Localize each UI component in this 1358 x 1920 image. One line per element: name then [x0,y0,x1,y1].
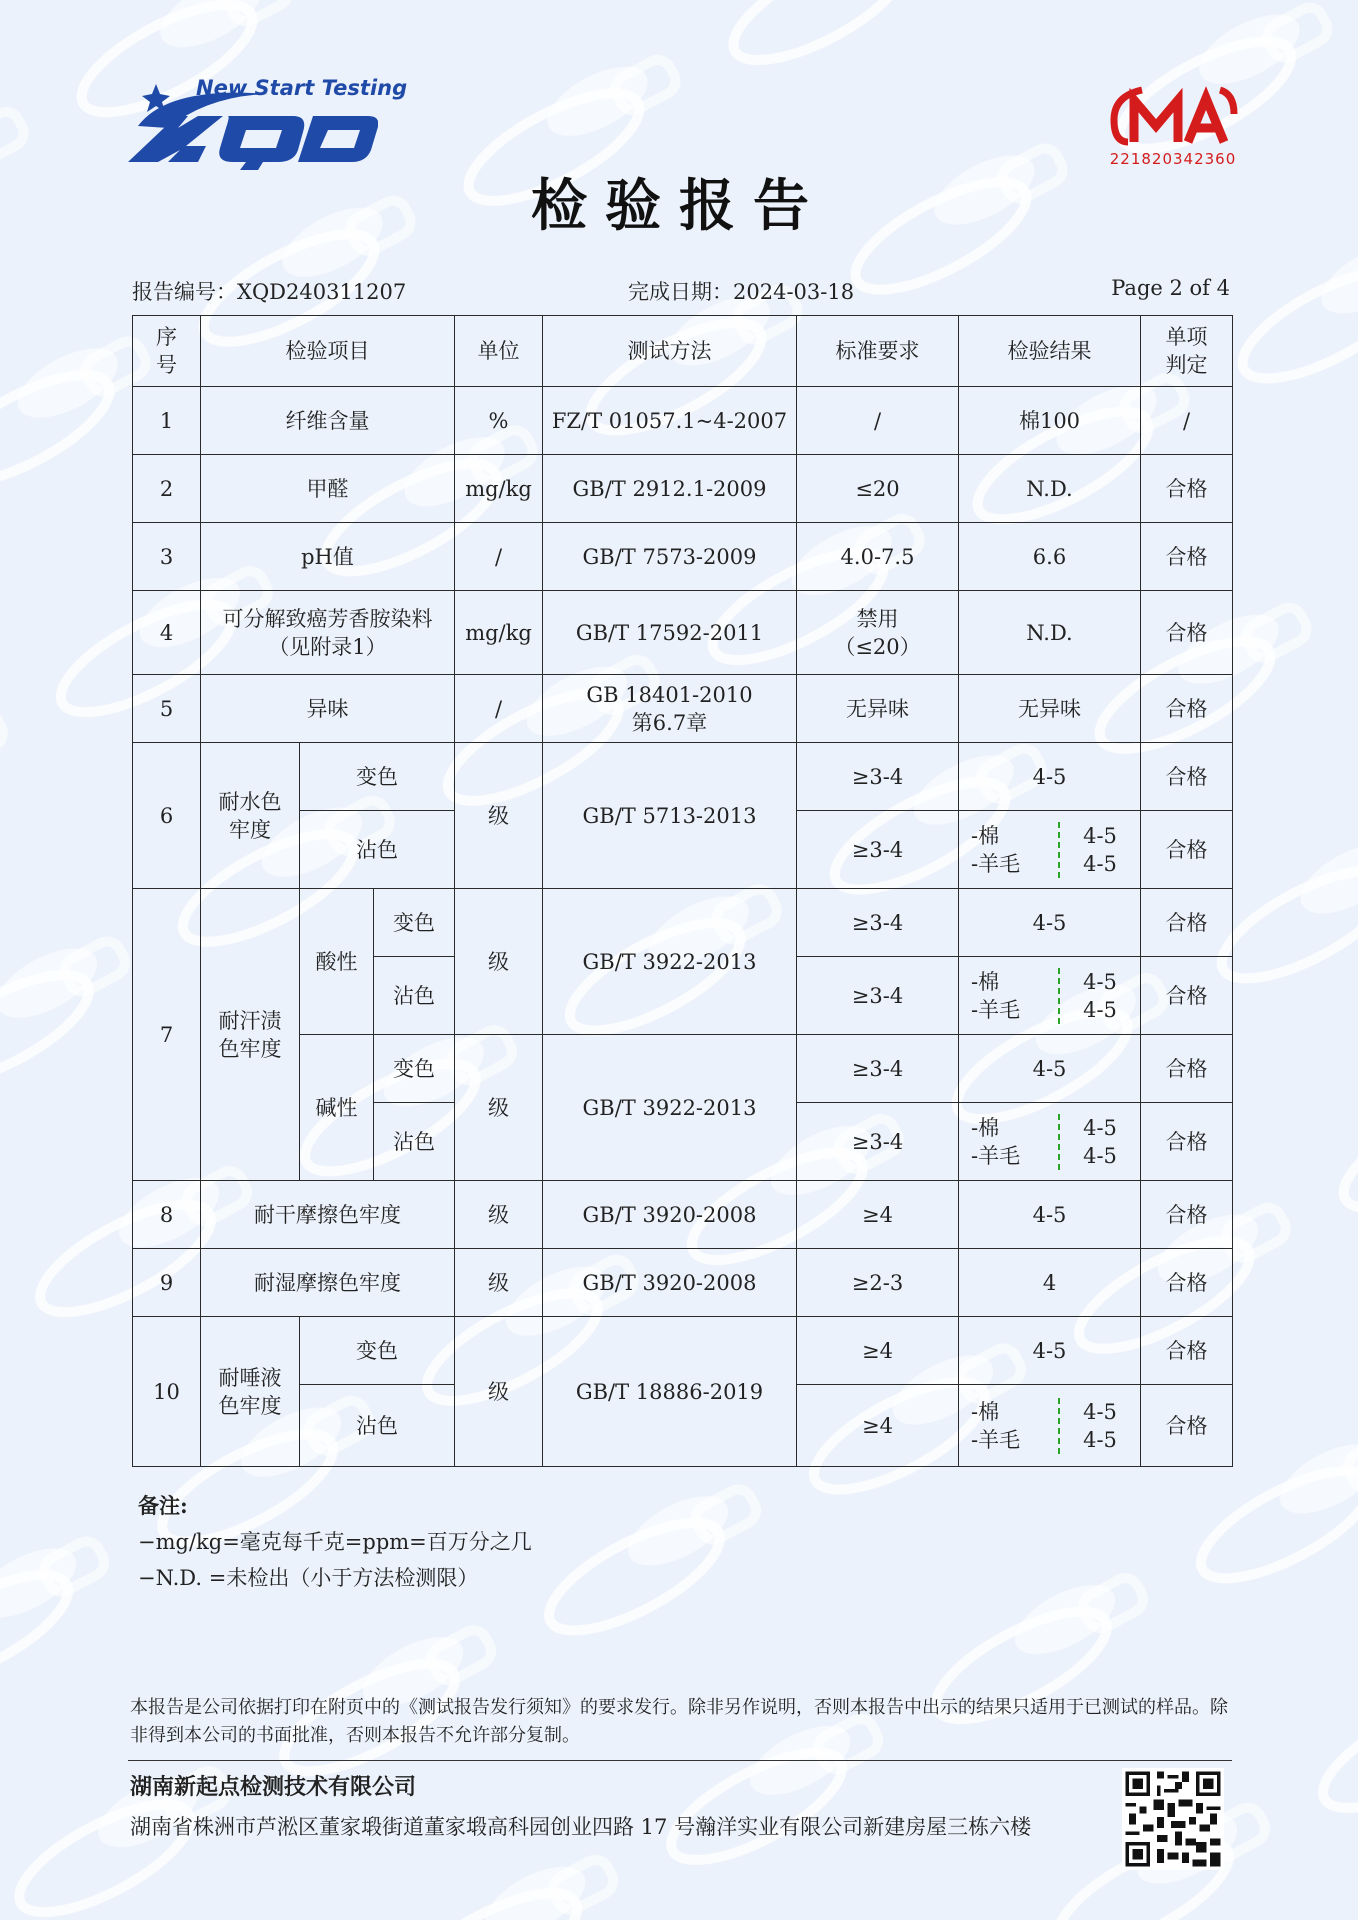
row-result: 4 [959,1249,1141,1317]
row-unit: % [455,387,543,455]
row-requirement [797,591,959,675]
row-result: 4-5 [959,1317,1141,1385]
disclaimer-text: 本报告是公司依据打印在附页中的《测试报告发行须知》的要求发行。除非另作说明，否则本报告中出示的结果只适用于已测试的样品。除非得到本公司的书面批准，否则本报告不允许部分复制。 [130,1697,1228,1746]
row-judgement: 合格 [1141,811,1233,889]
row-requirement: ≥2-3 [797,1249,959,1317]
row-requirement: ≤20 [797,455,959,523]
row-item [201,889,300,1181]
row-result: 4-5 [959,889,1141,957]
row-item-line1: 耐唾液 [218,1365,282,1390]
row-item-line1: 耐汗渍 [218,1008,282,1033]
finish-date: 完成日期：2024-03-18 [628,280,855,304]
row-method-line2: 第6.7章 [631,710,708,735]
row-subitem: 沾色 [374,1103,455,1181]
row-subitem: 变色 [300,1317,455,1385]
table-row [133,743,1233,811]
header-method: 测试方法 [543,316,797,387]
table-row [133,1317,1233,1385]
row-no: 2 [133,455,201,523]
row-result: 无异味 [959,675,1141,743]
notes-heading: 备注: [138,1493,188,1518]
results-table [132,315,1233,1467]
row-no: 7 [133,889,201,1181]
row-requirement-line1: 禁用 [856,606,899,631]
row-item: 纤维含量 [201,387,455,455]
row-subitem: 沾色 [300,811,455,889]
row-result: 4-5 [959,743,1141,811]
header-no: 序号 [133,316,201,387]
row-requirement: ≥3-4 [797,1103,959,1181]
value-cotton: 4-5 [1083,1399,1117,1424]
value-wool: 4-5 [1083,1427,1117,1452]
row-item: 异味 [201,675,455,743]
row-requirement: ≥3-4 [797,811,959,889]
table-row [133,675,1233,743]
value-cotton: 4-5 [1083,823,1117,848]
row-judgement: / [1141,387,1233,455]
row-result: 4-5 [959,1035,1141,1103]
row-no: 9 [133,1249,201,1317]
row-result: N.D. [959,591,1141,675]
row-judgement: 合格 [1141,743,1233,811]
value-wool: 4-5 [1083,1143,1117,1168]
row-item [201,591,455,675]
row-method: FZ/T 01057.1~4-2007 [543,387,797,455]
table-row [133,523,1233,591]
row-requirement-line2: （≤20） [834,634,921,659]
row-result: N.D. [959,455,1141,523]
row-judgement: 合格 [1141,455,1233,523]
row-judgement: 合格 [1141,957,1233,1035]
row-unit: mg/kg [455,591,543,675]
row-item: 甲醛 [201,455,455,523]
row-requirement: ≥4 [797,1317,959,1385]
row-no: 3 [133,523,201,591]
row-unit: 级 [455,889,543,1035]
row-requirement: ≥4 [797,1181,959,1249]
row-method: GB/T 5713-2013 [543,743,797,889]
row-result: 棉100 [959,387,1141,455]
table-row [133,889,1233,957]
row-judgement: 合格 [1141,1385,1233,1467]
fabric-wool: -羊毛 [971,997,1021,1022]
row-result-split [959,1103,1141,1181]
row-no: 4 [133,591,201,675]
row-no: 8 [133,1181,201,1249]
row-judgement: 合格 [1141,591,1233,675]
row-requirement: ≥3-4 [797,957,959,1035]
notes-section [138,1488,532,1596]
row-requirement: ≥3-4 [797,1035,959,1103]
row-no: 6 [133,743,201,889]
row-result-split [959,1385,1141,1467]
header-unit: 单位 [455,316,543,387]
row-item-line2: 牢度 [229,817,271,842]
qr-code-icon[interactable] [1122,1768,1224,1870]
row-item: 耐湿摩擦色牢度 [201,1249,455,1317]
row-unit: 级 [455,1181,543,1249]
table-header-row [133,316,1233,387]
row-subitem: 沾色 [300,1385,455,1467]
row-result: 4-5 [959,1181,1141,1249]
row-item-line2: （见附录1） [268,634,387,659]
row-subitem: 变色 [374,889,455,957]
company-address: 湖南省株洲市芦淞区董家塅街道董家塅高科园创业四路 17 号瀚洋实业有限公司新建房屋三栋六楼 [130,1815,1032,1839]
row-judgement: 合格 [1141,1035,1233,1103]
row-judgement: 合格 [1141,1103,1233,1181]
header-result: 检验结果 [959,316,1141,387]
fabric-cotton: -棉 [971,1399,1000,1424]
row-method: GB/T 7573-2009 [543,523,797,591]
row-item-line1: 可分解致癌芳香胺染料 [222,606,433,631]
row-method: GB/T 3920-2008 [543,1249,797,1317]
row-subitem: 变色 [374,1035,455,1103]
value-wool: 4-5 [1083,997,1117,1022]
row-method [543,675,797,743]
row-item-line2: 色牢度 [218,1036,282,1061]
row-judgement: 合格 [1141,1249,1233,1317]
logo-tagline: New Start Testing [196,76,408,100]
row-result-split [959,811,1141,889]
table-row [133,387,1233,455]
row-condition-alkali: 碱性 [300,1035,374,1181]
row-no: 10 [133,1317,201,1467]
fabric-wool: -羊毛 [971,851,1021,876]
header-item: 检验项目 [201,316,455,387]
row-requirement: ≥4 [797,1385,959,1467]
row-judgement: 合格 [1141,523,1233,591]
row-method: GB/T 3922-2013 [543,1035,797,1181]
value-wool: 4-5 [1083,851,1117,876]
row-requirement: / [797,387,959,455]
row-item-line2: 色牢度 [218,1393,282,1418]
row-judgement: 合格 [1141,1317,1233,1385]
company-name: 湖南新起点检测技术有限公司 [130,1774,417,1800]
table-row [133,1181,1233,1249]
header-judgement: 单项判定 [1141,316,1233,387]
table-row [133,1249,1233,1317]
row-unit: 级 [455,1035,543,1181]
row-method: GB/T 2912.1-2009 [543,455,797,523]
value-cotton: 4-5 [1083,969,1117,994]
page-number: Page 2 of 4 [1111,276,1230,300]
row-result: 6.6 [959,523,1141,591]
note-line: −mg/kg=毫克每千克=ppm=百万分之几 [138,1530,532,1554]
row-requirement: ≥3-4 [797,889,959,957]
table-row [133,455,1233,523]
row-method: GB/T 3920-2008 [543,1181,797,1249]
note-line: −N.D. =未检出（小于方法检测限） [138,1566,479,1590]
cma-number: 221820342360 [1109,150,1237,168]
row-requirement: 无异味 [797,675,959,743]
fabric-cotton: -棉 [971,969,1000,994]
page-title: 检验报告 [531,173,827,239]
row-method: GB/T 17592-2011 [543,591,797,675]
row-no: 1 [133,387,201,455]
row-unit: / [455,523,543,591]
row-item: 耐干摩擦色牢度 [201,1181,455,1249]
row-judgement: 合格 [1141,889,1233,957]
row-judgement: 合格 [1141,675,1233,743]
row-subitem: 沾色 [374,957,455,1035]
row-item: pH值 [201,523,455,591]
row-unit: 级 [455,1317,543,1467]
footer-divider [128,1760,1232,1761]
row-unit: 级 [455,1249,543,1317]
fabric-wool: -羊毛 [971,1427,1021,1452]
fabric-cotton: -棉 [971,823,1000,848]
header-requirement: 标准要求 [797,316,959,387]
row-item [201,743,300,889]
row-result-split [959,957,1141,1035]
row-unit: 级 [455,743,543,889]
row-subitem: 变色 [300,743,455,811]
report-number: 报告编号：XQD240311207 [132,280,407,304]
row-method: GB/T 3922-2013 [543,889,797,1035]
fabric-cotton: -棉 [971,1115,1000,1140]
row-item [201,1317,300,1467]
row-no: 5 [133,675,201,743]
row-method-line1: GB 18401-2010 [586,682,753,707]
value-cotton: 4-5 [1083,1115,1117,1140]
row-unit: mg/kg [455,455,543,523]
row-unit: / [455,675,543,743]
row-method: GB/T 18886-2019 [543,1317,797,1467]
table-row [133,591,1233,675]
row-requirement: ≥3-4 [797,743,959,811]
row-requirement: 4.0-7.5 [797,523,959,591]
row-item-line1: 耐水色 [218,789,282,814]
row-judgement: 合格 [1141,1181,1233,1249]
fabric-wool: -羊毛 [971,1143,1021,1168]
row-condition-acid: 酸性 [300,889,374,1035]
